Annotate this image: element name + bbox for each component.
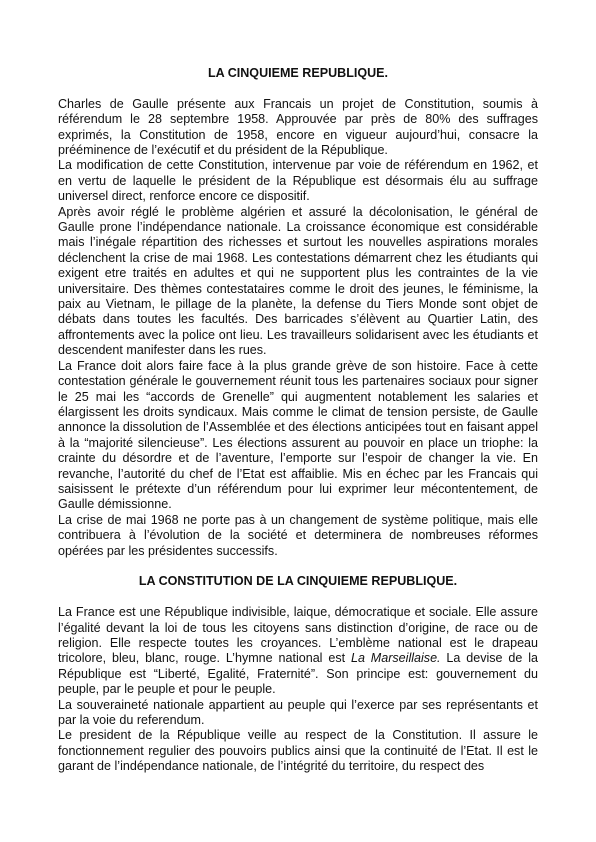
paragraph: Après avoir réglé le problème algérien et assuré la décolonisation, le général de Gaulle prone l’indépendance nationale. La croissance économique est considérable mais l’inégale répartition des richesses et surtout les nouvelles aspirations morales déclenchent la crise de mai 1968. Les contestations démarrent chez les étudiants qui exigent etre traités en adultes et qui ne supportent plus les contraintes de la vie universitaire. Des thèmes contestataires comme le droit des jeunes, le féminisme, la paix au Vietnam, le pillage de la planète, la defense du Tiers Monde sont objet de débats dans toutes les facultés. Des barricades s’élèvent au Quartier Latin, des affrontements avec la police ont lieu. Les travailleurs solidarisent avec les étudiants et descendent manifester dans les rues. (58, 204, 538, 358)
paragraph: La modification de cette Constitution, intervenue par voie de référendum en 1962, et en vertu de laquelle le président de la République est désormais élu au suffrage universel direct, renforce encore ce dispositif. (58, 158, 538, 204)
paragraph: Charles de Gaulle présente aux Francais un projet de Constitution, soumis à référendum le 28 septembre 1958. Approuvée par près de 80% des suffrages exprimés, la Constitution de 1958, encore en vigueur aujourd’hui, consacre la prééminence de l’exécutif et du président de la République. (58, 96, 538, 158)
section-constitution (58, 574, 538, 774)
paragraph (58, 605, 538, 697)
document-page (58, 66, 538, 775)
paragraph: La souveraineté nationale appartient au peuple qui l’exerce par ses représentants et par la voie du referendum. (58, 697, 538, 728)
paragraph: La crise de mai 1968 ne porte pas à un changement de système politique, mais elle contribuera à l’évolution de la société et determinera de nombreuses réformes opérées par les présidentes successifs. (58, 512, 538, 558)
anthem-title: La Marseillaise. (350, 651, 441, 666)
paragraph: Le president de la République veille au respect de la Constitution. Il assure le fonctionnement regulier des pouvoirs publics ainsi que la continuité de l’Etat. Il est le garant de l’indépendance nationale, de l’intégrité du territoire, du respect des (58, 728, 538, 774)
paragraph-text: La France est une République indivisible, laique, démocratique et sociale. Elle assure l’égalité devant la loi de tous les citoyens sans distinction d’origine, de race ou de religion. Elle respecte toutes les croyances. L’emblème national est le drapeau tricolore, bleu, blanc, rouge. L’hymne national est (58, 605, 538, 666)
paragraph-text: La devise de la République est “Liberté, Egalité, Fraternité”. Son principe est: gouvernement du peuple, par le peuple et pour le peuple. (58, 651, 538, 697)
section-title: LA CINQUIEME REPUBLIQUE. (207, 66, 389, 80)
section-cinquieme-republique (58, 66, 538, 559)
paragraph: La France doit alors faire face à la plus grande grève de son histoire. Face à cette contestation générale le gouvernement réunit tous les partenaires sociaux pour signer le 25 mai les “accords de Grenelle” qui augmentent notablement les salaries et élargissent les droits syndicaux. Mais comme le climat de tension persiste, de Gaulle annonce la dissolution de l’Assemblée et des élections anticipées tout en faisant appel à la “majorité silencieuse”. Les élections assurent au pouvoir en place un triophe: la crainte du désordre et de l’aventure, l’emporte sur l’espoir de changer la vie. En revanche, l’autorité du chef de l’Etat est affaiblie. Mis en échec par les Francais qui saisissent le prétexte d’un référendum pour lui exprimer leur mécontentement, de Gaulle démissionne. (58, 358, 538, 512)
section-title: LA CONSTITUTION DE LA CINQUIEME REPUBLIQUE. (138, 574, 458, 589)
